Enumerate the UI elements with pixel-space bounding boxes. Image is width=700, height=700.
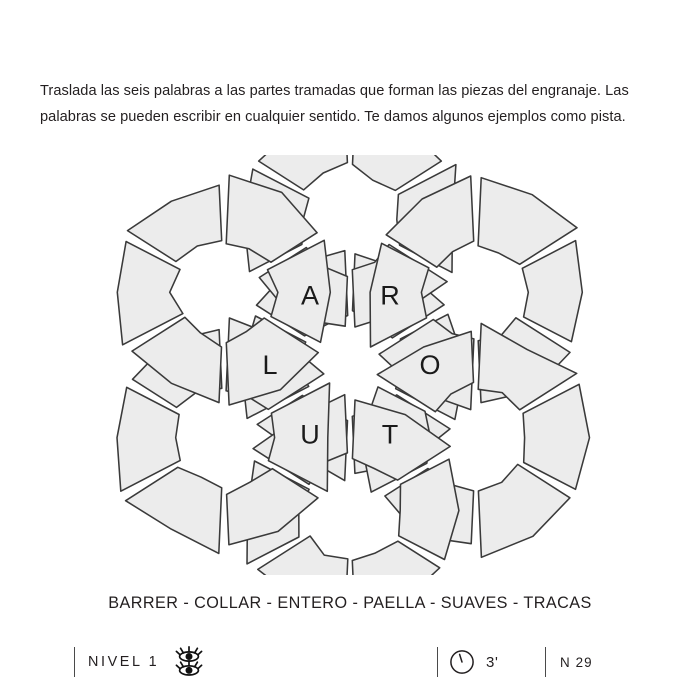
gear-puzzle-figure (108, 155, 592, 575)
two-eyes-icon (172, 645, 206, 679)
gear-rings-group (117, 155, 590, 575)
divider-right (545, 647, 546, 677)
gear-letter: O (419, 350, 441, 380)
page-number: N 29 (560, 654, 593, 670)
gear-letter: R (380, 280, 400, 311)
gear-letter: T (381, 419, 399, 450)
gear-letter: L (262, 350, 278, 380)
footer-page-group (545, 638, 593, 686)
gear-letter: U (300, 419, 320, 450)
word-list: BARRER - COLLAR - ENTERO - PAELLA - SUAVES - TRACAS (108, 594, 592, 612)
gear-puzzle-svg (108, 155, 592, 575)
divider-middle (437, 647, 438, 677)
gear-letter: A (300, 280, 320, 311)
footer-bar (0, 638, 700, 686)
footer-level-group (74, 638, 206, 686)
level-label: NIVEL 1 (88, 654, 160, 670)
divider-left (74, 647, 75, 677)
footer-time-group (437, 638, 498, 686)
time-value: 3' (486, 653, 499, 671)
instruction-text: Traslada las seis palabras a las partes tramadas que forman las piezas del engranaje. Las palabras se pueden escribir en cualquier sentido. Te damos algunos ejemplos como pista. (40, 82, 629, 125)
clock-icon (449, 649, 475, 675)
